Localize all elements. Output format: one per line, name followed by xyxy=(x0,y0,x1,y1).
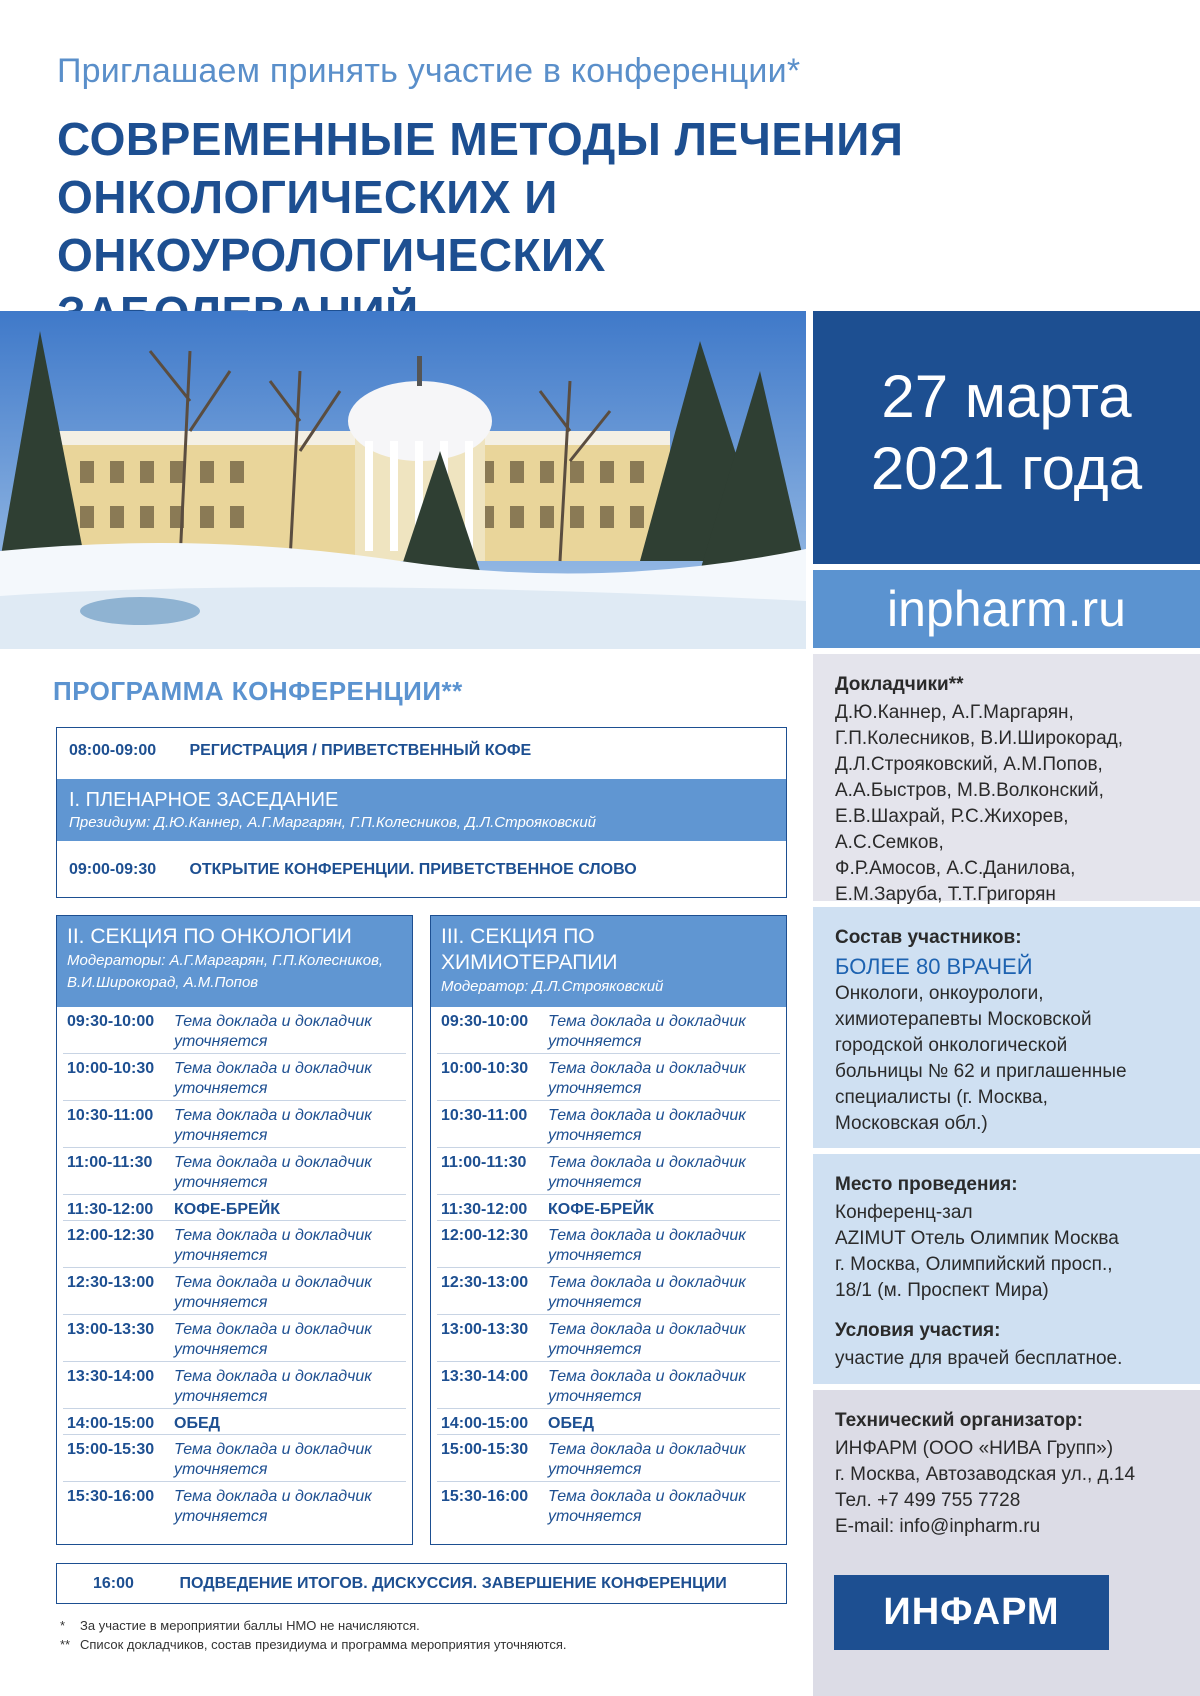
section-moderators: Модераторы: А.Г.Маргарян, Г.П.Колесников, В.И.Широкорад, А.М.Попов xyxy=(67,952,384,991)
talk-row xyxy=(63,1435,406,1482)
slot-time: 09:30-10:00 xyxy=(67,1013,155,1030)
talk-row xyxy=(437,1101,780,1148)
participants-heading: Состав участников: xyxy=(835,927,1022,948)
plenary-box xyxy=(56,727,787,898)
speakers-panel xyxy=(813,654,1200,905)
section-title: III. СЕКЦИЯ ПО ХИМИОТЕРАПИИ xyxy=(441,925,618,974)
title-line: ОНКОЛОГИЧЕСКИХ И ОНКОУРОЛОГИЧЕСКИХ xyxy=(57,171,606,281)
talk-row xyxy=(437,1054,780,1101)
conference-title xyxy=(57,110,1117,342)
talk-topic: Тема доклада и докладчик уточняется xyxy=(548,1154,746,1191)
talk-row xyxy=(437,1315,780,1362)
venue-line: г. Москва, Олимпийский просп., xyxy=(835,1254,1113,1275)
break-label: КОФЕ-БРЕЙК xyxy=(174,1201,280,1218)
invitation-text: Приглашаем принять участие в конференции* xyxy=(57,52,801,90)
event-date-box xyxy=(813,311,1200,564)
speakers-line: Д.Л.Строяковский, А.М.Попов, xyxy=(835,754,1103,775)
talk-topic: Тема доклада и докладчик уточняется xyxy=(548,1368,746,1405)
participants-line: больницы № 62 и приглашенные xyxy=(835,1061,1127,1082)
slot-time: 12:30-13:00 xyxy=(67,1274,155,1291)
talk-topic: Тема доклада и докладчик уточняется xyxy=(174,1107,372,1144)
slot-time: 10:30-11:00 xyxy=(441,1107,528,1124)
talk-topic: Тема доклада и докладчик уточняется xyxy=(548,1013,746,1050)
organizer-line: Тел. +7 499 755 7728 xyxy=(835,1490,1021,1511)
venue-line: AZIMUT Отель Олимпик Москва xyxy=(835,1228,1119,1249)
participants-line: городской онкологической xyxy=(835,1035,1068,1056)
slot-time: 12:00-12:30 xyxy=(67,1227,155,1244)
venue-line: 18/1 (м. Проспект Мира) xyxy=(835,1280,1049,1301)
speakers-line: А.А.Быстров, М.В.Волконский, xyxy=(835,780,1104,801)
slot-time: 14:00-15:00 xyxy=(67,1415,155,1432)
talk-topic: Тема доклада и докладчик уточняется xyxy=(174,1227,372,1264)
talk-topic: Тема доклада и докладчик уточняется xyxy=(548,1441,746,1478)
footnotes xyxy=(60,1616,567,1654)
slot-time: 15:00-15:30 xyxy=(67,1441,155,1458)
talk-row xyxy=(63,1148,406,1195)
registration-text: РЕГИСТРАЦИЯ / ПРИВЕТСТВЕННЫЙ КОФЕ xyxy=(189,742,532,759)
inpharm-logo: ИНФАРМ xyxy=(834,1575,1109,1650)
footnote xyxy=(60,1635,567,1654)
talk-topic: Тема доклада и докладчик уточняется xyxy=(548,1060,746,1097)
organizer-heading: Технический организатор: xyxy=(835,1410,1083,1431)
participants-line: химиотерапевты Московской xyxy=(835,1009,1092,1030)
speakers-line: Е.В.Шахрай, Р.С.Жихорев, А.С.Семков, xyxy=(835,806,1069,853)
conditions-heading: Условия участия: xyxy=(835,1320,1001,1341)
title-line: СОВРЕМЕННЫЕ МЕТОДЫ ЛЕЧЕНИЯ xyxy=(57,113,904,165)
talk-topic: Тема доклада и докладчик уточняется xyxy=(548,1488,746,1525)
break-label: ОБЕД xyxy=(174,1415,221,1432)
slot-time: 12:00-12:30 xyxy=(441,1227,529,1244)
footnote-text: Список докладчиков, состав президиума и программа мероприятия уточняются. xyxy=(80,1637,567,1652)
break-row xyxy=(437,1195,780,1221)
chemotherapy-section xyxy=(430,915,787,1545)
talk-row xyxy=(437,1482,780,1529)
talk-topic: Тема доклада и докладчик уточняется xyxy=(174,1368,372,1405)
speakers-heading: Докладчики** xyxy=(835,674,964,695)
participants-line: Онкологи, онкоурологи, xyxy=(835,983,1044,1004)
venue-panel xyxy=(813,1154,1200,1384)
opening-text: ОТКРЫТИЕ КОНФЕРЕНЦИИ. ПРИВЕТСТВЕННОЕ СЛОВО xyxy=(189,861,637,878)
talk-topic: Тема доклада и докладчик уточняется xyxy=(174,1441,372,1478)
talk-row xyxy=(63,1054,406,1101)
talk-row xyxy=(437,1435,780,1482)
section-header xyxy=(431,916,786,1007)
talk-row xyxy=(437,1007,780,1054)
plenary-header xyxy=(57,779,786,841)
talk-topic: Тема доклада и докладчик уточняется xyxy=(548,1107,746,1144)
slot-time: 10:30-11:00 xyxy=(67,1107,154,1124)
slot-time: 13:00-13:30 xyxy=(67,1321,155,1338)
section-title: II. СЕКЦИЯ ПО ОНКОЛОГИИ xyxy=(67,925,352,948)
speakers-line: Д.Ю.Каннер, А.Г.Маргарян, xyxy=(835,702,1074,723)
talk-topic: Тема доклада и докладчик уточняется xyxy=(174,1488,372,1525)
organizer-panel xyxy=(813,1390,1200,1696)
talk-topic: Тема доклада и докладчик уточняется xyxy=(548,1227,746,1264)
program-title: ПРОГРАММА КОНФЕРЕНЦИИ** xyxy=(53,676,463,706)
talk-row xyxy=(63,1268,406,1315)
break-label: КОФЕ-БРЕЙК xyxy=(548,1201,654,1218)
slot-time: 11:00-11:30 xyxy=(67,1154,153,1171)
talk-row xyxy=(63,1221,406,1268)
talk-topic: Тема доклада и докладчик уточняется xyxy=(174,1154,372,1191)
venue-photo xyxy=(0,311,806,649)
talk-row xyxy=(63,1101,406,1148)
footnote-mark: ** xyxy=(60,1637,71,1652)
organizer-line: г. Москва, Автозаводская ул., д.14 xyxy=(835,1464,1136,1485)
talk-row xyxy=(63,1007,406,1054)
footnote-mark: * xyxy=(60,1618,66,1633)
closing-text: ПОДВЕДЕНИЕ ИТОГОВ. ДИСКУССИЯ. ЗАВЕРШЕНИЕ КОНФЕРЕНЦИИ xyxy=(179,1575,727,1592)
talk-topic: Тема доклада и докладчик уточняется xyxy=(174,1274,372,1311)
slot-time: 13:30-14:00 xyxy=(441,1368,529,1385)
slot-time: 14:00-15:00 xyxy=(441,1415,529,1432)
conditions-text: участие для врачей бесплатное. xyxy=(835,1348,1123,1369)
break-row xyxy=(437,1409,780,1435)
organizer-line: ИНФАРМ (ООО «НИВА Групп») xyxy=(835,1438,1114,1459)
talk-topic: Тема доклада и докладчик уточняется xyxy=(548,1274,746,1311)
slot-time: 10:00-10:30 xyxy=(441,1060,529,1077)
closing-time: 16:00 xyxy=(93,1575,134,1592)
talk-row xyxy=(437,1268,780,1315)
venue-heading: Место проведения: xyxy=(835,1174,1018,1195)
slot-time: 09:30-10:00 xyxy=(441,1013,529,1030)
slot-time: 11:30-12:00 xyxy=(67,1201,154,1218)
opening-row xyxy=(57,841,786,879)
talk-row xyxy=(63,1482,406,1529)
slot-time: 15:00-15:30 xyxy=(441,1441,529,1458)
slot-time: 13:30-14:00 xyxy=(67,1368,155,1385)
talk-topic: Тема доклада и докладчик уточняется xyxy=(174,1060,372,1097)
speakers-line: Е.М.Заруба, Т.Т.Григорян xyxy=(835,884,1056,905)
section-moderators: Модератор: Д.Л.Строяковский xyxy=(441,978,664,995)
talk-topic: Тема доклада и докладчик уточняется xyxy=(548,1321,746,1358)
slot-list xyxy=(57,1007,412,1529)
footnote-text: За участие в мероприятии баллы НМО не начисляются. xyxy=(80,1618,420,1633)
break-label: ОБЕД xyxy=(548,1415,595,1432)
winter-building-image xyxy=(0,311,806,649)
registration-time: 08:00-09:00 xyxy=(69,742,157,759)
opening-time: 09:00-09:30 xyxy=(69,861,157,878)
talk-topic: Тема доклада и докладчик уточняется xyxy=(174,1321,372,1358)
slot-time: 11:30-12:00 xyxy=(441,1201,528,1218)
talk-row xyxy=(437,1221,780,1268)
speakers-line: Г.П.Колесников, В.И.Широкорад, xyxy=(835,728,1124,749)
slot-time: 12:30-13:00 xyxy=(441,1274,529,1291)
plenary-presidium: Президиум: Д.Ю.Каннер, А.Г.Маргарян, Г.П.Колесников, Д.Л.Строяковский xyxy=(69,814,597,831)
talk-row xyxy=(437,1148,780,1195)
talk-topic: Тема доклада и докладчик уточняется xyxy=(174,1013,372,1050)
slot-time: 13:00-13:30 xyxy=(441,1321,529,1338)
event-date-year: 2021 года xyxy=(870,435,1143,502)
slot-time: 15:30-16:00 xyxy=(67,1488,155,1505)
slot-time: 11:00-11:30 xyxy=(441,1154,527,1171)
website-link[interactable]: inpharm.ru xyxy=(813,570,1200,648)
participants-count: БОЛЕЕ 80 ВРАЧЕЙ xyxy=(835,954,1033,979)
participants-line: Московская обл.) xyxy=(835,1113,988,1134)
venue-line: Конференц-зал xyxy=(835,1202,973,1223)
slot-list xyxy=(431,1007,786,1529)
talk-row xyxy=(63,1315,406,1362)
slot-time: 10:00-10:30 xyxy=(67,1060,155,1077)
break-row xyxy=(63,1409,406,1435)
talk-row xyxy=(63,1362,406,1409)
plenary-title: I. ПЛЕНАРНОЕ ЗАСЕДАНИЕ xyxy=(69,789,339,811)
oncology-section xyxy=(56,915,413,1545)
talk-row xyxy=(437,1362,780,1409)
participants-panel xyxy=(813,907,1200,1148)
section-header xyxy=(57,916,412,1007)
participants-line: специалисты (г. Москва, xyxy=(835,1087,1048,1108)
break-row xyxy=(63,1195,406,1221)
speakers-line: Ф.Р.Амосов, А.С.Данилова, xyxy=(835,858,1076,879)
organizer-email[interactable]: E-mail: info@inpharm.ru xyxy=(835,1516,1041,1537)
slot-time: 15:30-16:00 xyxy=(441,1488,529,1505)
registration-row xyxy=(57,728,786,779)
footnote xyxy=(60,1616,567,1635)
closing-row xyxy=(56,1563,787,1604)
event-date-day: 27 марта xyxy=(881,363,1132,430)
